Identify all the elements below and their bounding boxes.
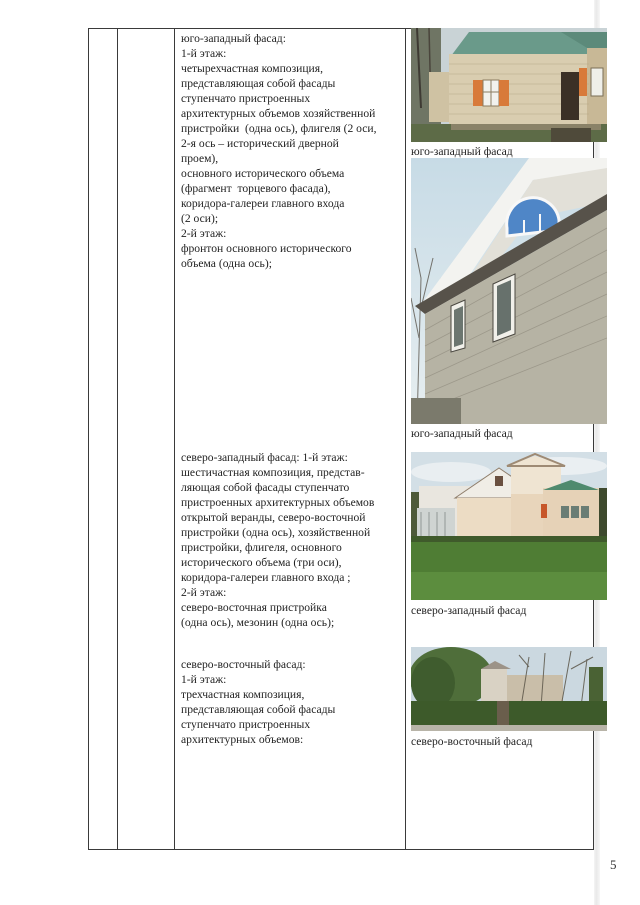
northwest-facade-caption: северо-западный фасад bbox=[411, 604, 527, 617]
table-bottom-border bbox=[88, 849, 594, 850]
southwest-facade-caption-2: юго-западный фасад bbox=[411, 427, 513, 440]
southwest-facade-photo-2 bbox=[411, 158, 607, 424]
southwest-facade-photo-1 bbox=[411, 28, 607, 142]
northeast-facade-description: северо-восточный фасад: 1-й этаж: трехчастная композиция, представляющая собой фасады ступенчато пристроенных архитектурных объемов: bbox=[181, 658, 336, 746]
table-column-line-4 bbox=[405, 28, 406, 850]
northeast-facade-caption: северо-восточный фасад bbox=[411, 735, 533, 748]
table-column-line-3 bbox=[174, 28, 175, 850]
table-column-line-1 bbox=[88, 28, 89, 850]
northwest-facade-photo bbox=[411, 452, 607, 600]
southwest-facade-caption-1: юго-западный фасад bbox=[411, 145, 513, 158]
page-number: 5 bbox=[610, 857, 617, 872]
northeast-facade-photo bbox=[411, 647, 607, 731]
northwest-facade-description: северо-западный фасад: 1-й этаж: шестичастная композиция, представ- ляющая собой фасады ступенчато пристроенных архитектурных объемов открытой веранды, северо-восточной пристройки (одна ось), хозяйственной пристройки, флигеля, основного исторического объема (три оси), коридора-галереи главного входа ; 2-й этаж: северо-восточная пристройка (одна ось), мезонин (одна ось); bbox=[181, 451, 375, 629]
table-column-line-2 bbox=[117, 28, 118, 850]
southwest-facade-description: юго-западный фасад: 1-й этаж: четырехчастная композиция, представляющая собой фасады ступенчато пристроенных архитектурных объемов хозяйственной пристройки (одна ось), флигеля (2 оси, 2-я ось – исторический дверной проем), основного исторического объема (фрагмент торцевого фасада), коридора-галереи главного входа (2 оси); 2-й этаж: фронтон основного исторического объема (одна ось); bbox=[181, 32, 377, 270]
